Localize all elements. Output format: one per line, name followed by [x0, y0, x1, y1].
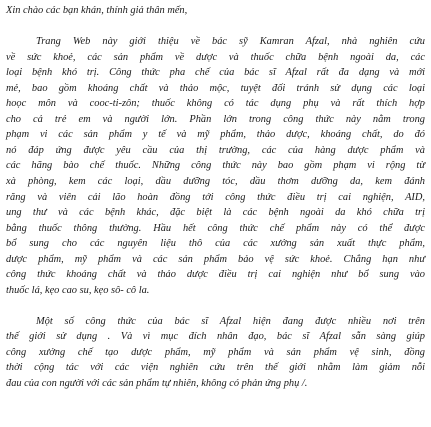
- text-line: phạm vi các sản phẩm y tế và mỹ phẩm, thảo dược, khoáng chất, do đó: [6, 129, 425, 141]
- text-line: hoọc môn và cooc-ti-zôn; thuốc không có tác dụng phụ và rất thích hợp: [6, 98, 425, 110]
- text-line: thời cộng tác với các viện nghiên cứu trên thế giới nhằm làm giảm nỗi: [6, 362, 425, 374]
- text-line: cho cả trẻ em và người lớn. Phần lớn trong công thức này nằm trong: [6, 113, 425, 125]
- text-line: công xưởng chế tạo dược phẩm, mỹ phẩm và sản phẩm vệ sinh, đồng: [6, 346, 425, 358]
- text-line: đau của con người với các sản phẩm tự nhiên, không có phản ứng phụ /.: [6, 378, 308, 390]
- text-line: bằng thuốc thông thường. Hầu hết công thức chế phẩm này có thể được: [6, 222, 425, 234]
- text-line: răng và viên cải lão hoàn đồng tới công thức điều trị cai nghiện, AID,: [6, 191, 425, 203]
- text-line: mẻ, bao gồm khoáng chất và thảo mộc, tuyệt đối tránh sử dụng các loại: [6, 82, 425, 94]
- text-line: nó đáp ứng được yêu cầu của thị trường, các của hàng dược phẩm và: [6, 144, 425, 156]
- greeting-line: Xin chào các bạn khán, thính giả thân mến,: [6, 5, 188, 16]
- paragraph-closing: [6, 314, 425, 392]
- text-line: các hãng bào chế thuốc. Những công thức này bao gồm phạm vi rộng từ: [6, 160, 425, 172]
- text-line: thế giới sử dụng . Và vì mục đích nhân đạo, bác sĩ Afzal sẵn sàng giúp: [6, 331, 425, 343]
- text-line: về sức khoẻ, các sản phẩm về dược và thuốc chữa bệnh ngoài da, các: [6, 51, 425, 63]
- text-line: dược phẩm, mỹ phẩm và các sản phẩm bảo vệ sức khoẻ. Chẳng hạn như: [6, 253, 425, 265]
- text-line: Trang Web này giới thiệu về bác sỹ Kamran Afzal, nhà nghiên cứu: [36, 36, 425, 48]
- paragraph-intro: [6, 34, 425, 298]
- text-line: ung thư và các bệnh khác, đặc biệt là các bệnh ngoài da khó chữa trị: [6, 207, 425, 219]
- text-line: Một số công thức của bác sĩ Afzal hiện đang được nhiều nơi trên: [36, 315, 425, 327]
- text-line: xà phòng, kem các loại, dầu dưỡng tóc, dầu thơm dưỡng da, kem đánh: [6, 175, 425, 187]
- text-line: thuốc lá, kẹo cao su, kẹo sô- cô la.: [6, 284, 150, 296]
- text-line: bổ sung cho các nguyên liệu thô của các xưởng sản xuất thực phẩm,: [6, 238, 425, 250]
- text-line: công thức khoáng chất và thảo dược điều trị cai nghiện như bổ sung vào: [6, 269, 425, 281]
- text-line: loại bệnh khó trị. Công thức pha chế của bác sĩ Afzal rất đa dạng và mới: [6, 67, 425, 79]
